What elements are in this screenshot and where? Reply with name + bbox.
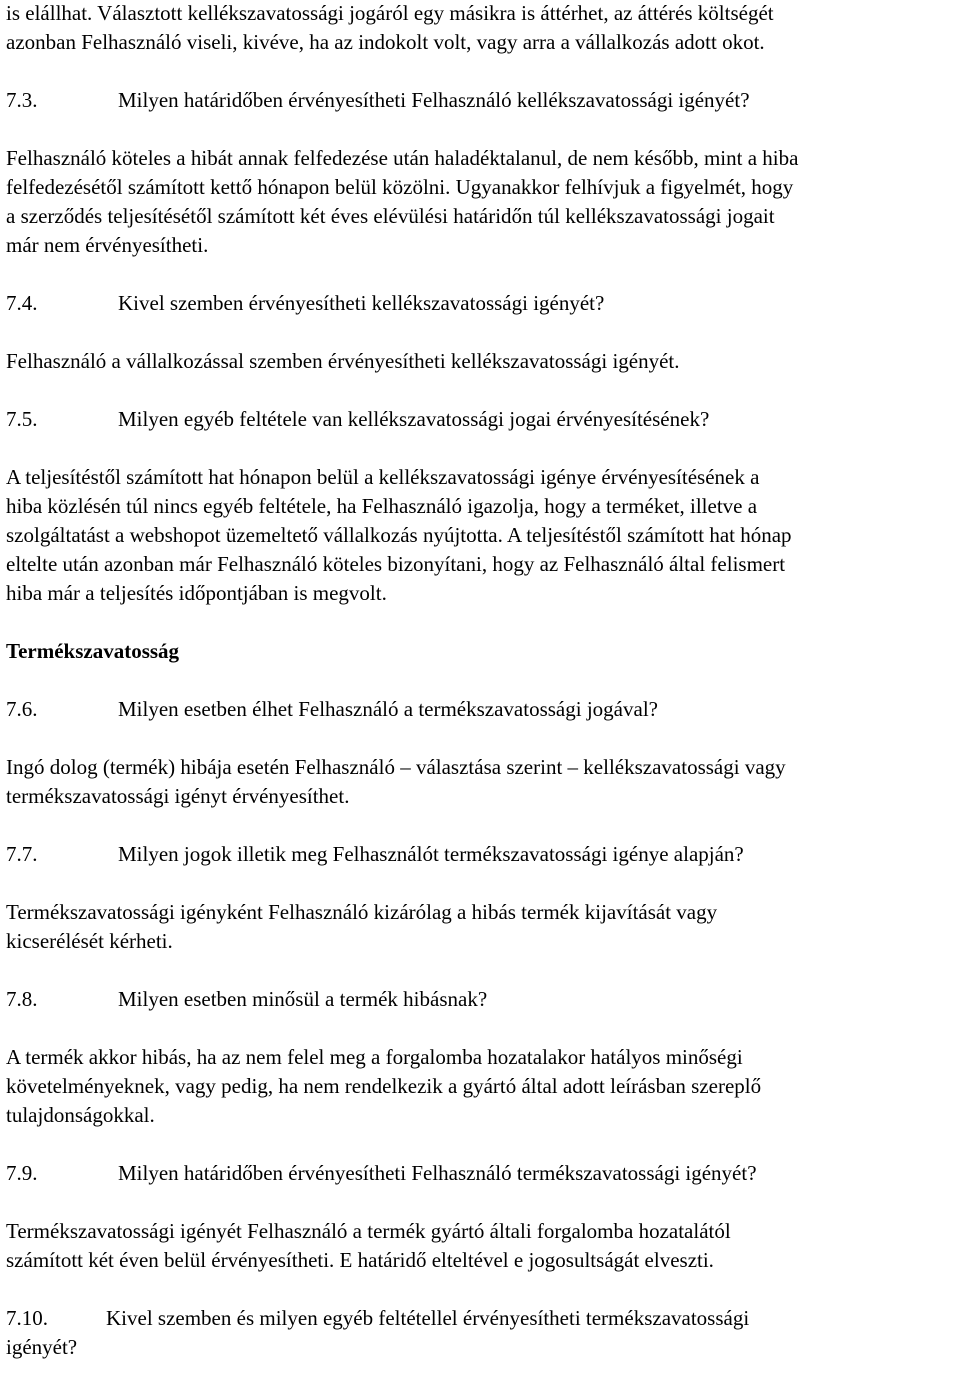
paragraph-line: eltelte után azonban már Felhasználó köteles bizonyítani, hogy az Felhasználó által felismert — [6, 552, 786, 576]
paragraph-line: Felhasználó a vállalkozással szemben érvényesítheti kellékszavatossági igényét. — [6, 349, 680, 373]
section-number: 7.7. — [6, 842, 38, 866]
paragraph-line: Felhasználó köteles a hibát annak felfedezése után haladéktalanul, de nem később, mint a hiba — [6, 146, 799, 170]
question-text: Milyen esetben minősül a termék hibásnak? — [118, 987, 488, 1011]
question-text: Milyen jogok illetik meg Felhasználót termékszavatossági igénye alapján? — [118, 842, 744, 866]
paragraph-line: követelményeknek, vagy pedig, ha nem rendelkezik a gyártó által adott leírásban szereplő — [6, 1074, 762, 1098]
paragraph-line: is elállhat. Választott kellékszavatossági jogáról egy másikra is áttérhet, az áttérés költségét — [6, 1, 774, 25]
question-text-continued: igényét? — [6, 1335, 78, 1359]
paragraph-line: a szerződés teljesítésétől számított két éves elévülési határidőn túl kellékszavatossági jogait — [6, 204, 775, 228]
question-text: Milyen egyéb feltétele van kellékszavatossági jogai érvényesítésének? — [118, 407, 710, 431]
paragraph-line: hiba már a teljesítés időpontjában is megvolt. — [6, 581, 387, 605]
paragraph-line: kicserélését kérheti. — [6, 929, 173, 953]
question-7-10 — [6, 1304, 956, 1333]
paragraph-line: Termékszavatossági igényét Felhasználó a termék gyártó általi forgalomba hozatalától — [6, 1219, 731, 1243]
question-text: Milyen határidőben érvényesítheti Felhasználó kellékszavatossági igényét? — [118, 88, 750, 112]
paragraph-line: tulajdonságokkal. — [6, 1103, 155, 1127]
question-7-7 — [6, 840, 956, 869]
section-number: 7.6. — [6, 697, 38, 721]
section-number: 7.3. — [6, 88, 38, 112]
section-number: 7.10. — [6, 1306, 48, 1330]
section-heading: Termékszavatosság — [6, 639, 180, 663]
section-number: 7.4. — [6, 291, 38, 315]
question-text: Milyen határidőben érvényesítheti Felhasználó termékszavatossági igényét? — [118, 1161, 757, 1185]
question-7-4 — [6, 289, 956, 318]
section-number: 7.8. — [6, 987, 38, 1011]
question-7-8 — [6, 985, 956, 1014]
question-text: Kivel szemben és milyen egyéb feltétellel érvényesítheti termékszavatossági — [106, 1306, 750, 1330]
section-number: 7.9. — [6, 1161, 38, 1185]
question-7-3 — [6, 86, 956, 115]
question-7-5 — [6, 405, 956, 434]
question-text: Milyen esetben élhet Felhasználó a termékszavatossági jogával? — [118, 697, 658, 721]
document-page — [6, 0, 956, 1362]
paragraph-line: Termékszavatossági igényként Felhasználó kizárólag a hibás termék kijavítását vagy — [6, 900, 718, 924]
paragraph-line: felfedezésétől számított kettő hónapon belül közölni. Ugyanakkor felhívjuk a figyelmét, hogy — [6, 175, 794, 199]
paragraph-line: hiba közlésén túl nincs egyéb feltétele, ha Felhasználó igazolja, hogy a terméket, illetve a — [6, 494, 758, 518]
paragraph-line: A teljesítéstől számított hat hónapon belül a kellékszavatossági igénye érvényesítésének a — [6, 465, 760, 489]
section-number: 7.5. — [6, 407, 38, 431]
paragraph-line: szolgáltatást a webshopot üzemeltető vállalkozás nyújtotta. A teljesítéstől számított hat hónap — [6, 523, 792, 547]
paragraph-line: már nem érvényesítheti. — [6, 233, 209, 257]
question-7-6 — [6, 695, 956, 724]
question-text: Kivel szemben érvényesítheti kellékszavatossági igényét? — [118, 291, 605, 315]
paragraph-line: Ingó dolog (termék) hibája esetén Felhasználó – választása szerint – kellékszavatossági vagy — [6, 755, 786, 779]
paragraph-line: termékszavatossági igényt érvényesíthet. — [6, 784, 350, 808]
paragraph-line: számított két éven belül érvényesítheti. E határidő elteltével e jogosultságát elveszti. — [6, 1248, 714, 1272]
paragraph-line: azonban Felhasználó viseli, kivéve, ha az indokolt volt, vagy arra a vállalkozás adott okot. — [6, 30, 765, 54]
question-7-9 — [6, 1159, 956, 1188]
paragraph-line: A termék akkor hibás, ha az nem felel meg a forgalomba hozatalakor hatályos minőségi — [6, 1045, 743, 1069]
